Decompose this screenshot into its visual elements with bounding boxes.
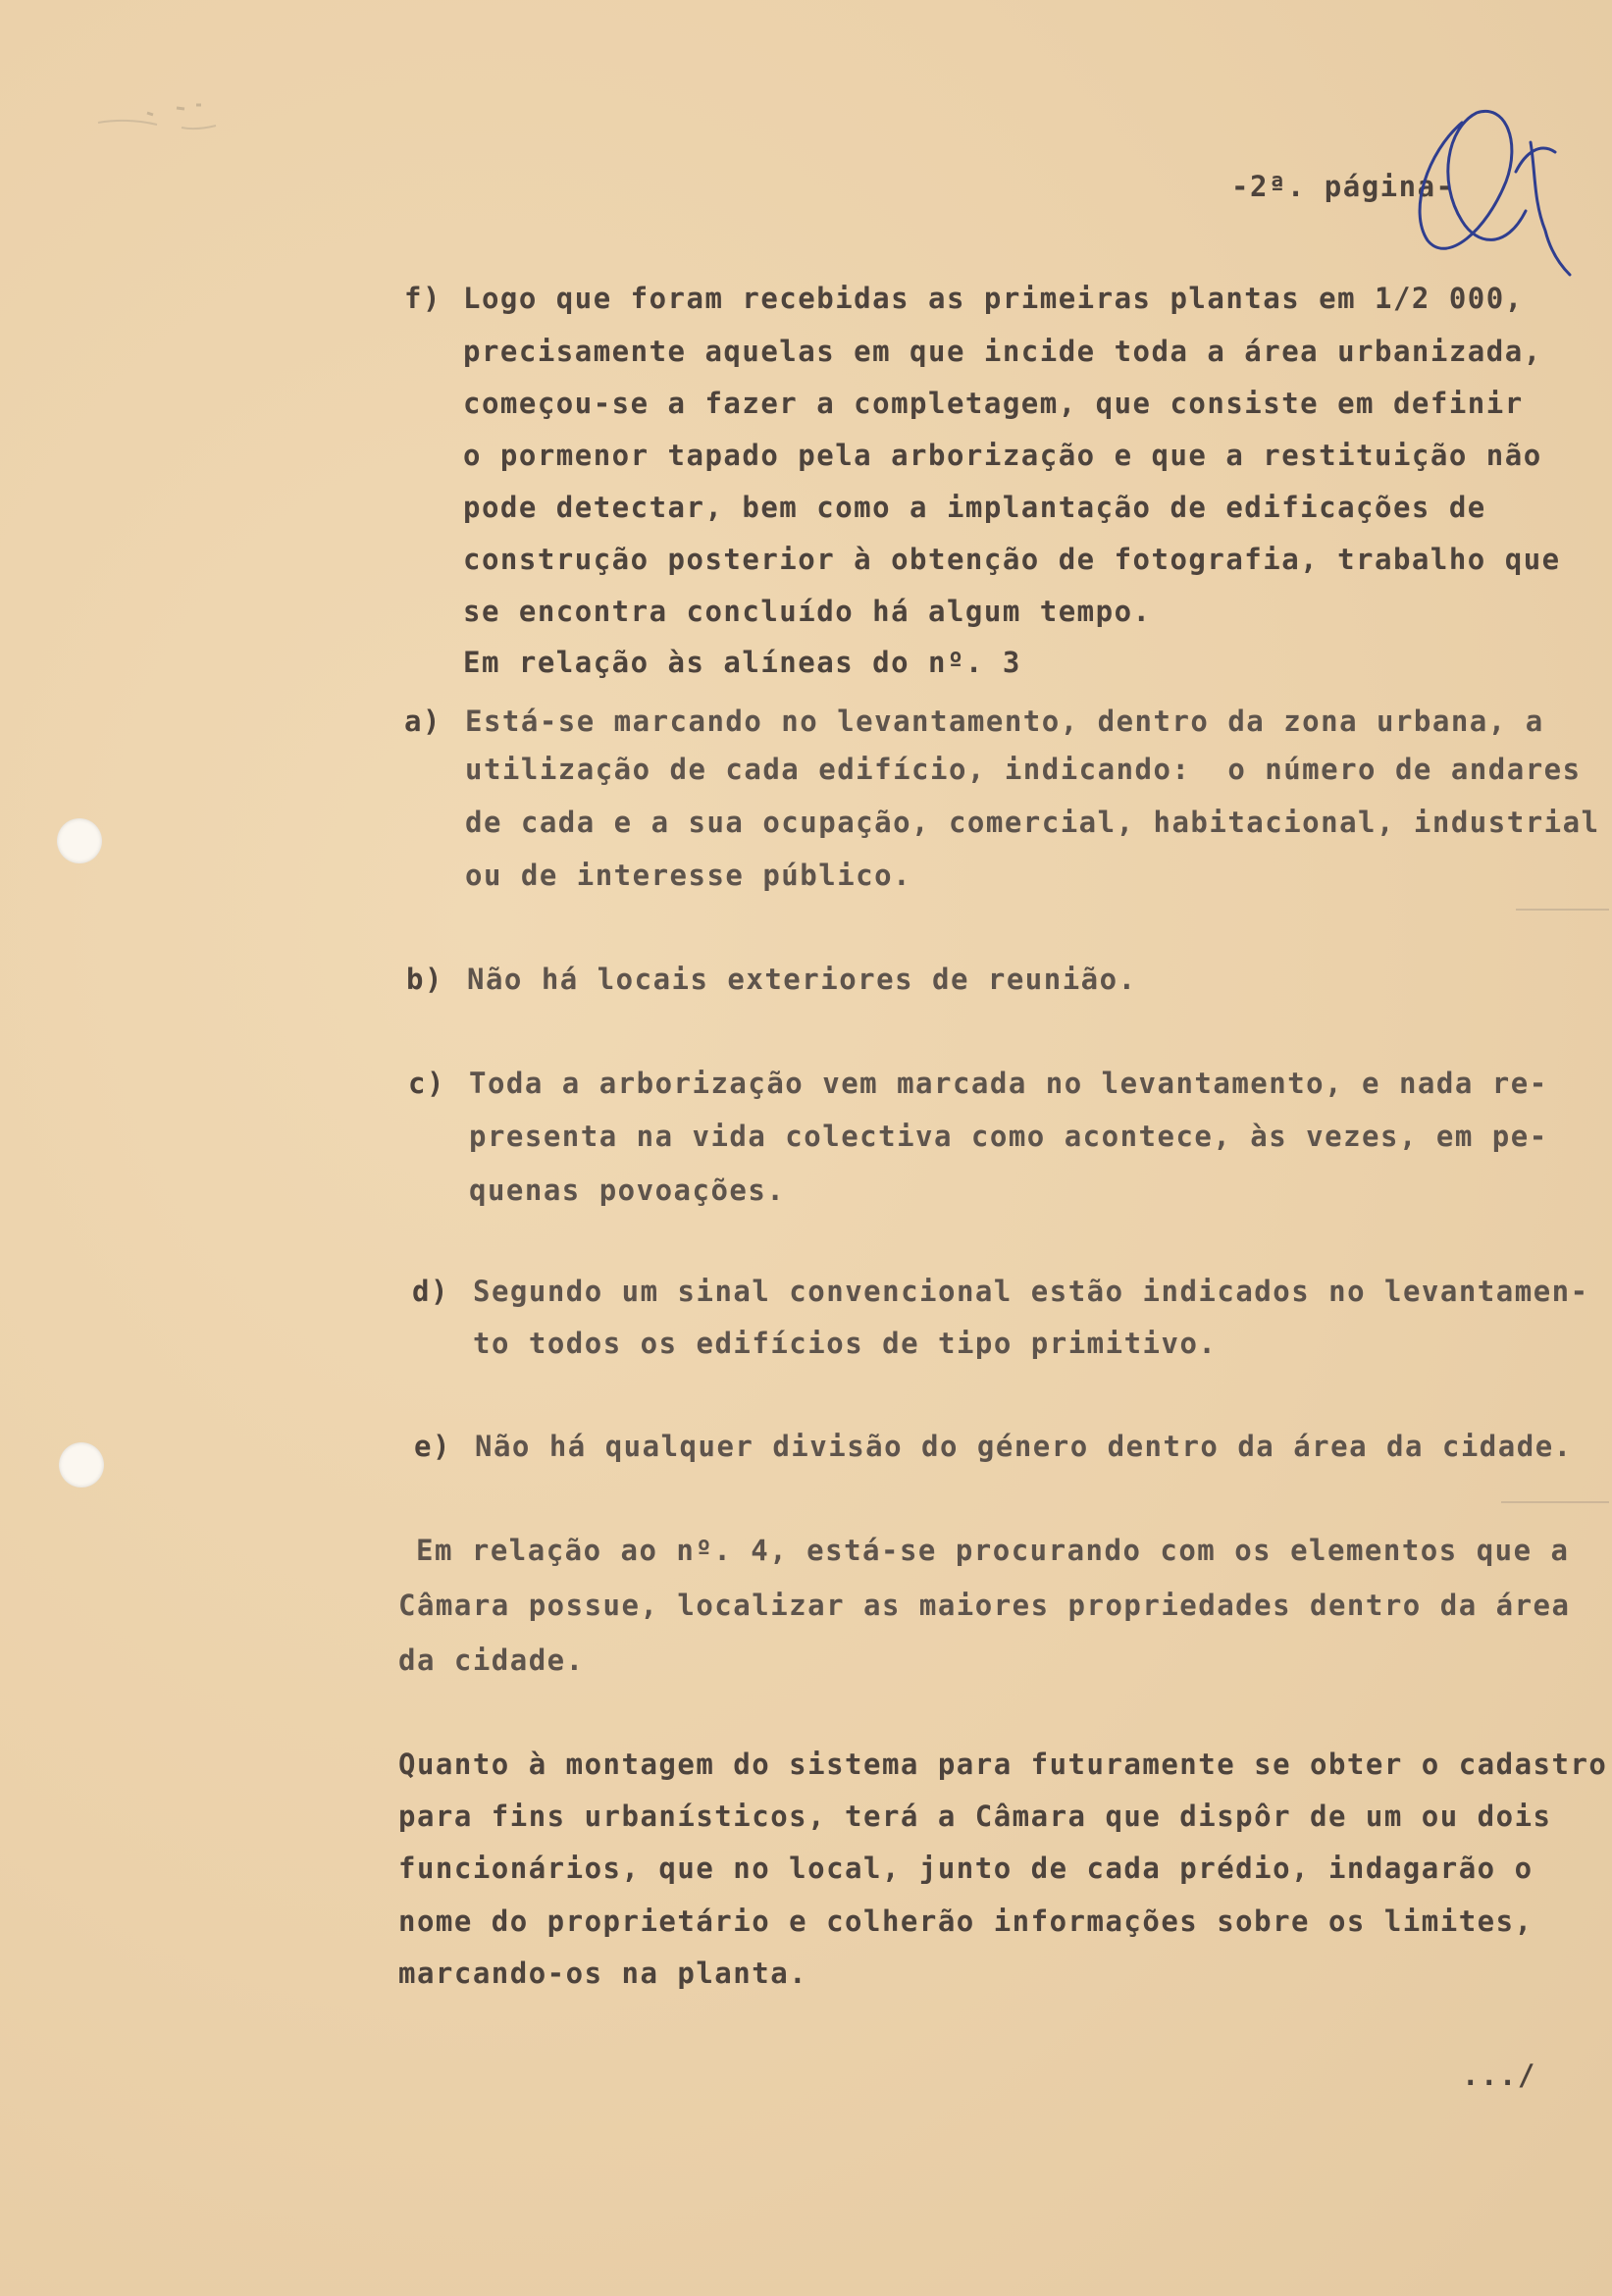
item-marker-d: d)	[412, 1275, 449, 1308]
paragraph-cadastro-line-5: marcando-os na planta.	[398, 1957, 808, 1990]
item-d-line-1: Segundo um sinal convencional estão indicados no levantamen-	[473, 1275, 1589, 1308]
item-marker-c: c)	[408, 1067, 445, 1100]
section-f-line-5: pode detectar, bem como a implantação de edificações de	[463, 491, 1486, 524]
section-subheading: Em relação às alíneas do nº. 3	[463, 646, 1021, 679]
paragraph-cadastro-line-4: nome do proprietário e colherão informações sobre os limites,	[398, 1905, 1534, 1938]
item-marker-b: b)	[406, 963, 443, 996]
paragraph-cadastro-line-1: Quanto à montagem do sistema para futuramente se obter o cadastro	[398, 1748, 1608, 1781]
paper-smudge	[88, 93, 265, 142]
paragraph-cadastro-line-3: funcionários, que no local, junto de cada prédio, indagarão o	[398, 1852, 1534, 1885]
item-c-line-1: Toda a arborização vem marcada no levantamento, e nada re-	[469, 1067, 1548, 1100]
section-f-line-1: Logo que foram recebidas as primeiras plantas em 1/2 000,	[463, 282, 1524, 315]
item-marker-f: f)	[404, 282, 442, 315]
item-marker-e: e)	[414, 1430, 451, 1463]
item-a-line-1: Está-se marcando no levantamento, dentro da zona urbana, a	[465, 704, 1544, 738]
handwritten-initials	[1369, 93, 1594, 280]
item-a-line-3: de cada e a sua ocupação, comercial, habitacional, industrial	[465, 806, 1600, 839]
section-f-line-6: construção posterior à obtenção de fotografia, trabalho que	[463, 543, 1561, 576]
item-a-line-2: utilização de cada edifício, indicando: o número de andares	[465, 753, 1582, 786]
item-a-line-4: ou de interesse público.	[465, 859, 912, 892]
page-number-header: -2ª. página-	[1231, 170, 1455, 203]
section-f-line-3: começou-se a fazer a completagem, que consiste em definir	[463, 387, 1524, 420]
faint-rule	[1501, 1501, 1609, 1503]
item-c-line-2: presenta na vida colectiva como acontece, às vezes, em pe-	[469, 1120, 1548, 1153]
item-e-line-1: Não há qualquer divisão do género dentro da área da cidade.	[475, 1430, 1573, 1463]
item-b-line-1: Não há locais exteriores de reunião.	[467, 963, 1137, 996]
punch-hole-lower	[59, 1442, 104, 1487]
paragraph-4-line-2: Câmara possue, localizar as maiores propriedades dentro da área	[398, 1589, 1571, 1622]
section-f-line-2: precisamente aquelas em que incide toda a área urbanizada,	[463, 335, 1542, 368]
punch-hole-upper	[57, 818, 102, 863]
paragraph-4-line-1: Em relação ao nº. 4, está-se procurando com os elementos que a	[416, 1534, 1570, 1567]
section-f-line-7: se encontra concluído há algum tempo.	[463, 595, 1152, 628]
item-d-line-2: to todos os edifícios de tipo primitivo.	[473, 1327, 1218, 1360]
faint-rule	[1516, 909, 1609, 911]
section-f-line-4: o pormenor tapado pela arborização e que a restituição não	[463, 439, 1542, 472]
continuation-marker: .../	[1462, 2059, 1536, 2092]
paragraph-4-line-3: da cidade.	[398, 1644, 585, 1677]
paragraph-cadastro-line-2: para fins urbanísticos, terá a Câmara que dispôr de um ou dois	[398, 1800, 1552, 1833]
item-marker-a: a)	[404, 704, 442, 738]
item-c-line-3: quenas povoações.	[469, 1174, 786, 1207]
